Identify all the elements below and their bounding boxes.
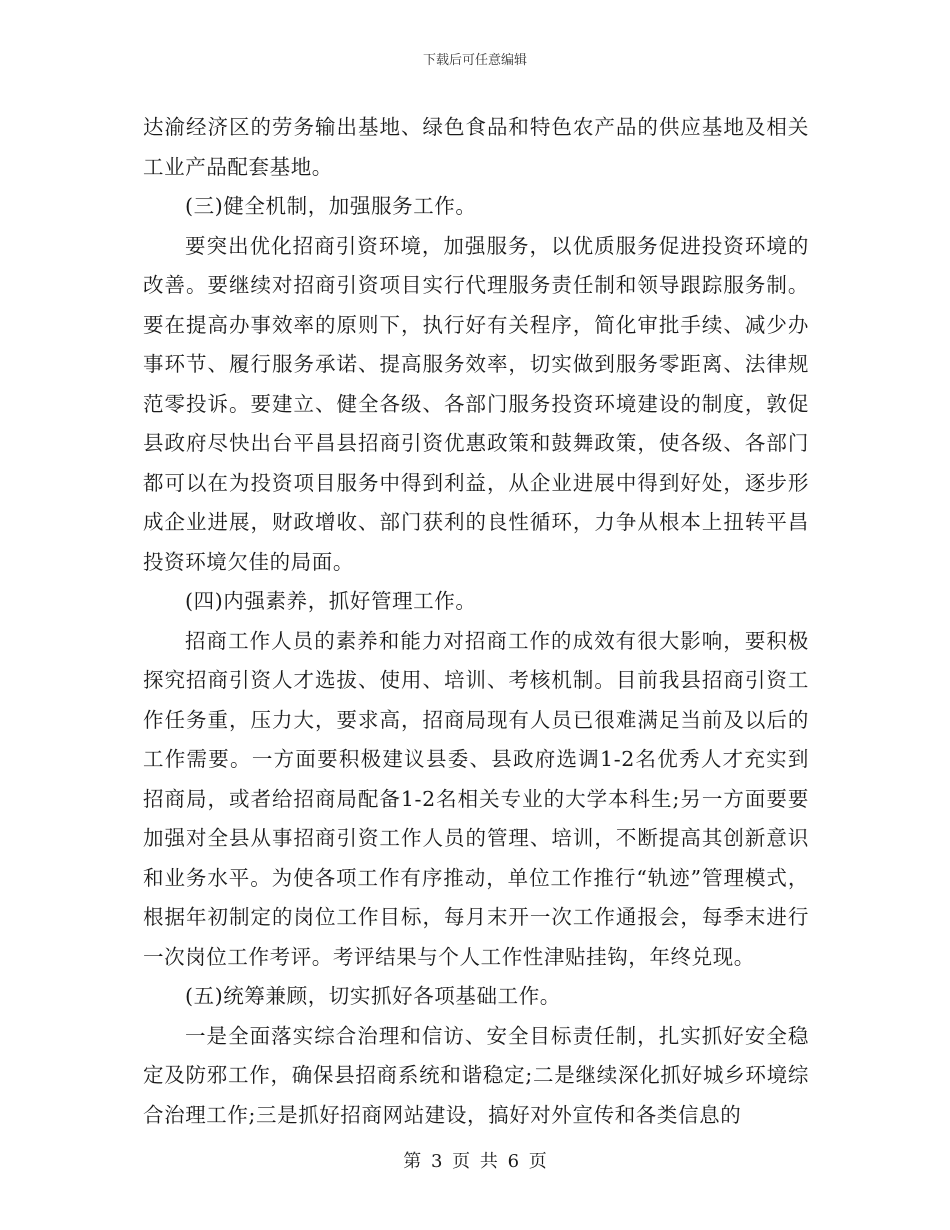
- paragraph-management: 招商工作人员的素养和能力对招商工作的成效有很大影响，要积极探究招商引资人才选拔、使用、培训、考核机制。目前我县招商引资工作任务重，压力大，要求高，招商局现有人员已很难满足当前及以后的工作需要。一方面要积极建议县委、县政府选调1-2名优秀人才充实到招商局，或者给招商局配备1-2名相关专业的大学本科生;另一方面要要加强对全县从事招商引资工作人员的管理、培训，不断提高其创新意识和业务水平。为使各项工作有序推动，单位工作推行“轨迹”管理模式，根据年初制定的岗位工作目标，每月末开一次工作通报会，每季末进行一次岗位工作考评。考评结果与个人工作性津贴挂钩，年终兑现。: [143, 628, 809, 969]
- paragraph-foundation: 一是全面落实综合治理和信访、安全目标责任制，扎实抓好安全稳定及防邪工作，确保县招商系统和谐稳定;二是继续深化抓好城乡环境综合治理工作;三是抓好招商网站建设，搞好对外宣传和各类信息的: [143, 1023, 809, 1127]
- paragraph-service: 要突出优化招商引资环境，加强服务，以优质服务促进投资环境的改善。要继续对招商引资项目实行代理服务责任制和领导跟踪服务制。要在提高办事效率的原则下，执行好有关程序，简化审批手续、减少办事环节、履行服务承诺、提高服务效率，切实做到服务零距离、法律规范零投诉。要建立、健全各级、各部门服务投资环境建设的制度，敦促县政府尽快出台平昌县招商引资优惠政策和鼓舞政策，使各级、各部门都可以在为投资项目服务中得到利益，从企业进展中得到好处，逐步形成企业进展，财政增收、部门获利的良性循环，力争从根本上扭转平昌投资环境欠佳的局面。: [143, 233, 809, 574]
- document-body: [143, 108, 809, 1135]
- page-header: 下载后可任意编辑: [422, 53, 527, 68]
- section-heading-3: (三)健全机制，加强服务工作。: [185, 194, 477, 218]
- section-heading-4: (四)内强素养，抓好管理工作。: [185, 589, 477, 613]
- page-number-footer: 第 3 页 共 6 页: [403, 1151, 547, 1172]
- section-heading-5: (五)统筹兼顾，切实抓好各项基础工作。: [185, 984, 561, 1008]
- paragraph-continuation: 达渝经济区的劳务输出基地、绿色食品和特色农产品的供应基地及相关工业产品配套基地。: [143, 115, 809, 179]
